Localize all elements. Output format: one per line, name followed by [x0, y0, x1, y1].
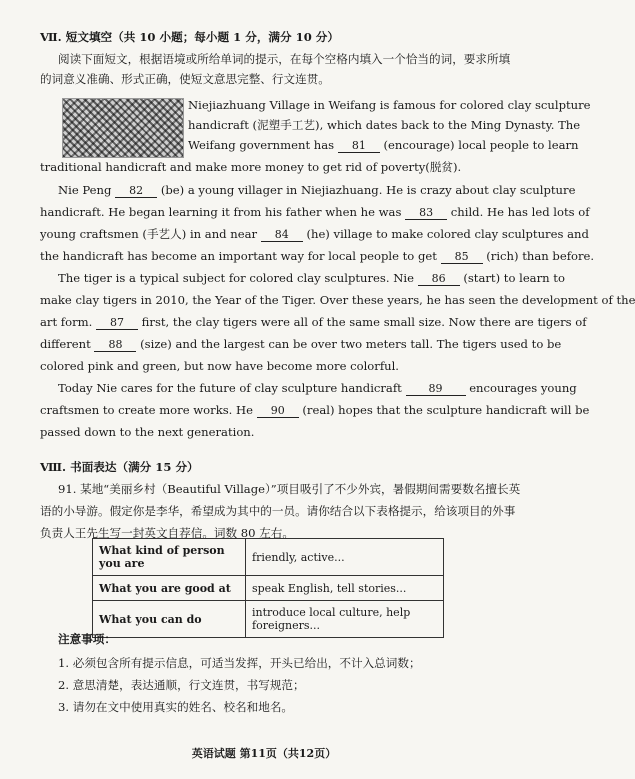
blank-85[interactable]: 85 [441, 251, 483, 264]
question-text: 91. 某地“美丽乡村（Beautiful Village）”项目吸引了不少外宾，暑假期间需要数名擅长英 [58, 482, 521, 496]
table-cell: introduce local culture, help foreigners... [246, 601, 444, 638]
table-cell: What you are good at [93, 576, 246, 601]
text: first, the clay tigers were all of the same small size. Now there are tigers of [141, 315, 587, 329]
text: different [40, 337, 91, 351]
blank-89[interactable]: 89 [406, 383, 466, 396]
text: (be) a young villager in Niejiazhuang. He is crazy about clay sculpture [160, 183, 576, 197]
text: (he) village to make colored clay sculptures and [306, 227, 589, 241]
question-text: 语的小导游。假定你是李华，希望成为其中的一员。请你结合以下表格提示，给该项目的外事 [40, 504, 516, 518]
passage-line: colored pink and green, but now have become more colorful. [40, 359, 399, 373]
text: (encourage) local people to learn [383, 138, 579, 152]
table-cell: What you can do [93, 601, 246, 638]
page-footer: 英语试题 第11页（共12页） [191, 747, 337, 760]
text: (start) to learn to [463, 271, 565, 285]
clay-tiger-image [62, 98, 184, 158]
text: (size) and the largest can be over two meters tall. The tigers used to be [140, 337, 562, 351]
section8-title: Ⅷ. 书面表达（满分 15 分） [40, 460, 199, 474]
passage-line [40, 249, 595, 264]
blank-84[interactable]: 84 [261, 229, 303, 242]
blank-82[interactable]: 82 [115, 185, 157, 198]
note-item: 2. 意思清楚，表达通顺，行文连贯，书写规范； [58, 678, 305, 692]
text: young craftsmen (手艺人) in and near [40, 227, 258, 241]
text: the handicraft has become an important way for local people to get [40, 249, 437, 263]
text: encourages young [469, 381, 577, 395]
passage-line [58, 271, 565, 286]
text: art form. [40, 315, 93, 329]
table-row [93, 539, 444, 576]
passage-line [40, 315, 587, 330]
passage-line [40, 205, 590, 220]
section7-title: Ⅶ. 短文填空（共 10 小题；每小题 1 分，满分 10 分） [40, 30, 339, 44]
text: craftsmen to create more works. He [40, 403, 254, 417]
blank-83[interactable]: 83 [405, 207, 447, 220]
passage-line: passed down to the next generation. [40, 425, 255, 439]
text: The tiger is a typical subject for colored clay sculptures. Nie [58, 271, 414, 285]
text: (rich) than before. [486, 249, 595, 263]
passage-line: traditional handicraft and make more money to get rid of poverty(脱贫). [40, 160, 462, 174]
passage-line [40, 227, 589, 242]
text: child. He has led lots of [450, 205, 590, 219]
text: Today Nie cares for the future of clay sculpture handicraft [58, 381, 402, 395]
passage-line [40, 337, 562, 352]
instruction: 阅读下面短文，根据语境或所给单词的提示，在每个空格内填入一个恰当的词，要求所填 [58, 52, 511, 66]
blank-88[interactable]: 88 [94, 339, 136, 352]
instruction: 的词意义准确、形式正确，使短文意思完整、行文连贯。 [40, 72, 330, 86]
table-cell: speak English, tell stories... [246, 576, 444, 601]
text: Weifang government has [188, 138, 335, 152]
text: handicraft. He began learning it from his father when he was [40, 205, 402, 219]
passage-line [40, 403, 590, 418]
passage-line: make clay tigers in 2010, the Year of the Tiger. Over these years, he has seen the development of the [40, 293, 635, 307]
table-cell: What kind of person you are [93, 539, 246, 576]
passage-line [58, 183, 576, 198]
table-row [93, 576, 444, 601]
passage-line: Niejiazhuang Village in Weifang is famous for colored clay sculpture [188, 98, 591, 112]
prompt-table [92, 538, 444, 638]
note-item: 1. 必须包含所有提示信息，可适当发挥，开头已给出，不计入总词数； [58, 656, 421, 670]
question-text: 负责人王先生写一封英文自荐信。词数 80 左右。 [40, 526, 294, 540]
text: (real) hopes that the sculpture handicraft will be [302, 403, 590, 417]
passage-line [188, 138, 579, 153]
blank-81[interactable]: 81 [338, 140, 380, 153]
passage-line: handicraft (泥塑手工艺), which dates back to the Ming Dynasty. The [188, 118, 581, 132]
passage-line [58, 381, 577, 396]
blank-90[interactable]: 90 [257, 405, 299, 418]
blank-86[interactable]: 86 [418, 273, 460, 286]
table-cell: friendly, active... [246, 539, 444, 576]
blank-87[interactable]: 87 [96, 317, 138, 330]
note-item: 3. 请勿在文中使用真实的姓名、校名和地名。 [58, 700, 294, 714]
text: Nie Peng [58, 183, 112, 197]
notes-title: 注意事项： [58, 632, 116, 646]
